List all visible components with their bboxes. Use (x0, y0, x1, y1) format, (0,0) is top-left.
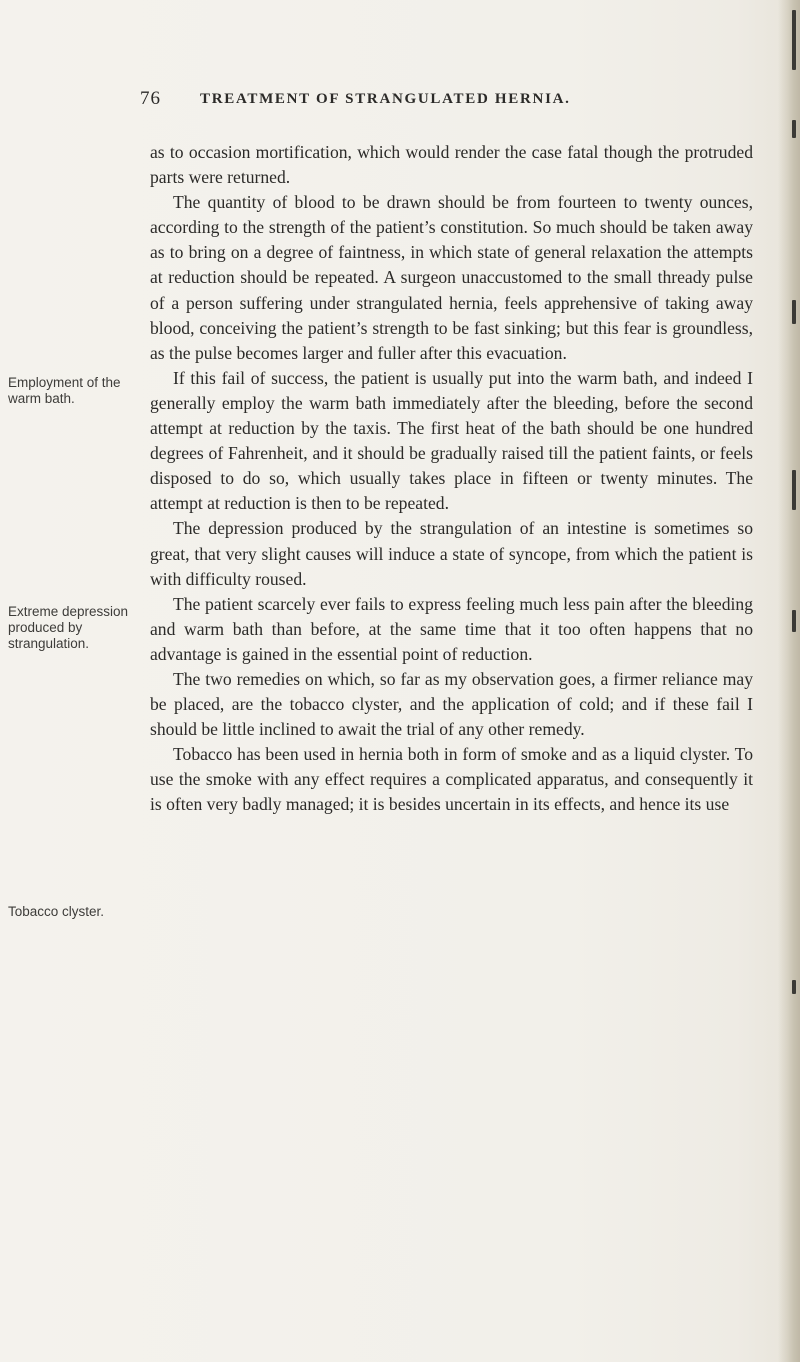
paragraph: The depression produced by the strangulation of an intestine is sometimes so great, that very slight causes will induce a state of syncope, from which the patient is with difficulty roused. (150, 518, 753, 589)
margin-note-warm-bath: Employment of the warm bath. (8, 375, 121, 406)
edge-mark (792, 980, 796, 994)
margin-note-extreme-depression: Extreme depression produced by strangulation. (8, 604, 129, 651)
paragraph: If this fail of success, the patient is usually put into the warm bath, and indeed I generally employ the warm bath immediately after the bleeding, before the second attempt at reduction by the taxis. The first heat of the bath should be one hundred degrees of Fahrenheit, and it should be gradually raised till the patient faints, or feels disposed to do so, which usually takes place in fifteen or twenty minutes. The attempt at reduction is then to be repeated. (150, 367, 753, 514)
running-head-title: TREATMENT OF STRANGULATED HERNIA. (200, 91, 571, 107)
paragraph: The patient scarcely ever fails to express feeling much less pain after the bleeding and warm bath than before, at the same time that it too often happens that no advantage is gained in the essential point of reduction. (150, 593, 753, 664)
edge-mark (792, 610, 796, 632)
edge-mark (792, 10, 796, 70)
paragraph: The quantity of blood to be drawn should be from fourteen to twenty ounces, according to the strength of the patient’s constitution. So much should be taken away as to bring on a degree of faintness, in which state of general relaxation the attempts at reduction should be repeated. A surgeon unaccustomed to the small thready pulse of a person suffering under strangulated hernia, feels apprehensive of taking away blood, conceiving the patient’s strength to be fast sinking; but this fear is groundless, as the pulse becomes larger and fuller after this evacuation. (150, 192, 753, 363)
edge-mark (792, 120, 796, 138)
paragraph: as to occasion mortification, which would render the case fatal though the protruded parts were returned. (150, 142, 753, 188)
page-edge-shadow (778, 0, 800, 1362)
margin-note-tobacco-clyster: Tobacco clyster. (8, 904, 105, 919)
edge-mark (792, 300, 796, 324)
edge-mark (792, 470, 796, 510)
running-header (0, 88, 800, 112)
paragraph: Tobacco has been used in hernia both in form of smoke and as a liquid clyster. To use the smoke with any effect requires a complicated apparatus, and consequently it is often very badly managed; it is besides uncertain in its effects, and hence its use (150, 744, 753, 815)
body-text (150, 140, 753, 818)
page-number: 76 (140, 88, 161, 109)
paragraph: The two remedies on which, so far as my observation goes, a firmer reliance may be placed, are the tobacco clyster, and the application of cold; and if these fail I should be little inclined to await the trial of any other remedy. (150, 668, 753, 740)
